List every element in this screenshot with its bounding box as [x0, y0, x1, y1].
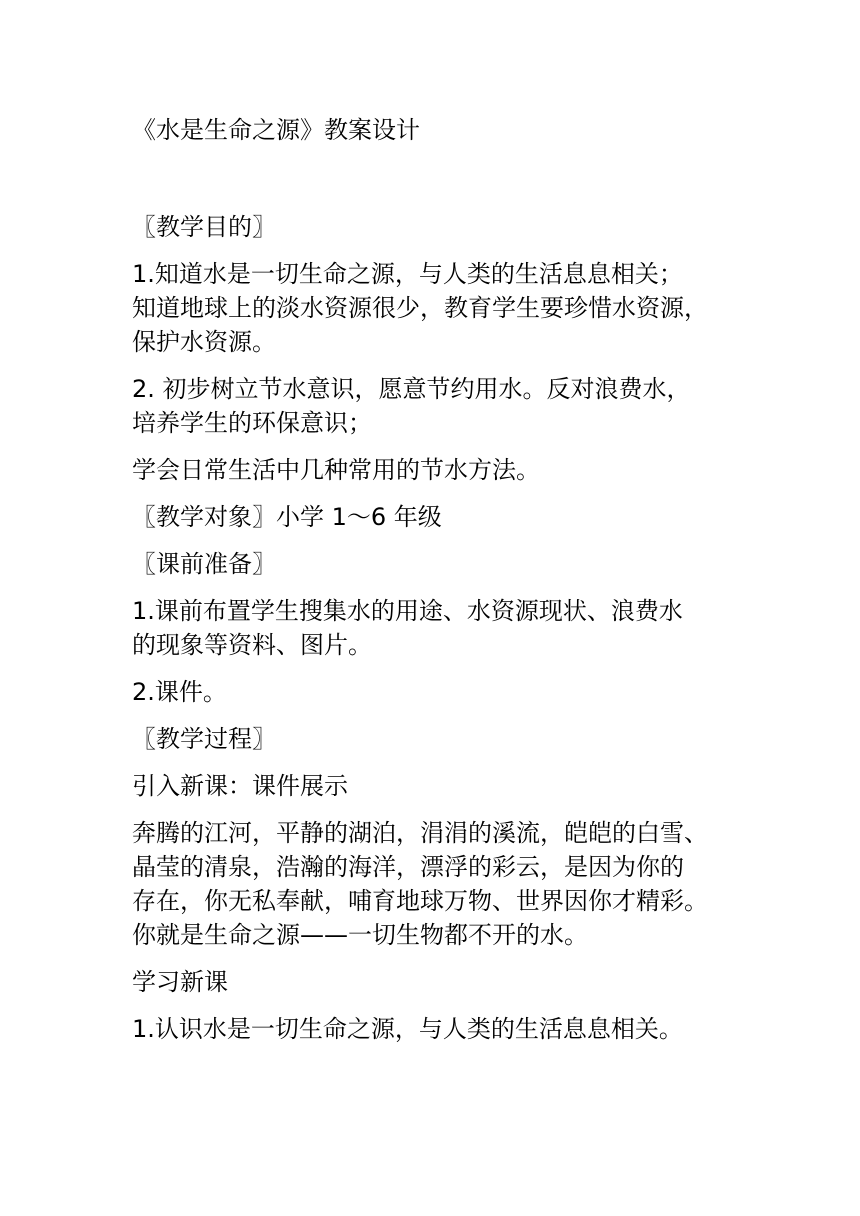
text-line: 培养学生的环保意识；: [132, 409, 372, 437]
text-line: 晶莹的清泉，浩瀚的海洋，漂浮的彩云，是因为你的: [132, 853, 684, 881]
text-line: 保护水资源。: [132, 328, 276, 356]
process-intro: [132, 769, 762, 803]
text-line: 知道地球上的淡水资源很少，教育学生要珍惜水资源，: [132, 294, 708, 322]
text-line: 〖教学过程〗: [132, 725, 276, 753]
preparation-item-1: [132, 594, 762, 662]
heading-preparation: [132, 547, 762, 581]
text-line: 你就是生命之源——一切生物都不开的水。: [132, 921, 588, 949]
process-intro-text: [132, 816, 762, 952]
document-title: 《水是生命之源》教案设计: [132, 116, 420, 144]
text-line: 奔腾的江河，平静的湖泊，涓涓的溪流，皑皑的白雪、: [132, 819, 708, 847]
process-new-lesson: [132, 965, 762, 999]
text-line: 1.知道水是一切生命之源，与人类的生活息息相关；: [132, 260, 683, 288]
text-line: 学习新课: [132, 968, 228, 996]
heading-teaching-objectives: [132, 210, 762, 244]
text-line: 1.课前布置学生搜集水的用途、水资源现状、浪费水: [132, 597, 683, 625]
text-line: 学会日常生活中几种常用的节水方法。: [132, 456, 540, 484]
text-line: 〖教学对象〗小学 1～6 年级: [132, 503, 442, 531]
objective-item-1: [132, 257, 762, 359]
heading-teaching-process: [132, 722, 762, 756]
text-line: 引入新课：课件展示: [132, 772, 348, 800]
heading-teaching-audience: [132, 500, 762, 534]
text-line: 的现象等资料、图片。: [132, 631, 372, 659]
text-line: 〖教学目的〗: [132, 213, 276, 241]
text-line: 2.课件。: [132, 678, 227, 706]
objective-item-2: [132, 372, 762, 440]
text-line: 存在，你无私奉献，哺育地球万物、世界因你才精彩。: [132, 887, 708, 915]
new-lesson-item-1: [132, 1012, 762, 1046]
document-body: [132, 210, 762, 1059]
preparation-item-2: [132, 675, 762, 709]
text-line: 2. 初步树立节水意识，愿意节约用水。反对浪费水，: [132, 375, 691, 403]
objective-item-3: [132, 453, 762, 487]
text-line: 〖课前准备〗: [132, 550, 276, 578]
text-line: 1.认识水是一切生命之源，与人类的生活息息相关。: [132, 1015, 683, 1043]
